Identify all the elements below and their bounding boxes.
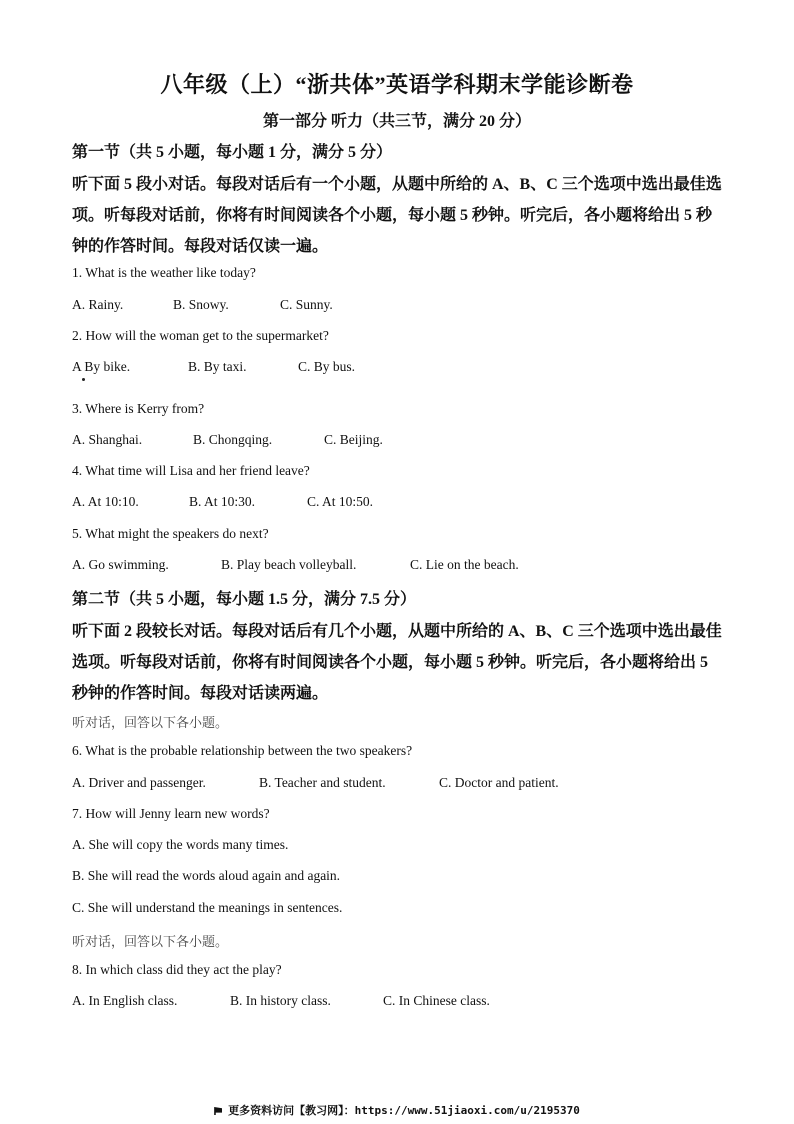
- section1-instr-line: 钟的作答时间。每段对话仅读一遍。: [72, 238, 329, 255]
- section1-heading: 第一节（共 5 小题，每小题 1 分，满分 5 分）: [72, 144, 393, 161]
- option-c: C. At 10:50.: [307, 494, 374, 509]
- question-8: 8. In which class did they act the play?: [72, 962, 282, 977]
- option-a: A. Shanghai.: [72, 432, 143, 447]
- option-b: B. Teacher and student.: [259, 775, 386, 790]
- page-title: 八年级（上）“浙共体”英语学科期末学能诊断卷: [160, 72, 634, 97]
- option-b: B. Play beach volleyball.: [221, 557, 357, 572]
- option-a: A. Rainy.: [72, 297, 124, 312]
- option-b: B. By taxi.: [188, 359, 247, 374]
- option-a: A. She will copy the words many times.: [72, 837, 289, 852]
- option-c: C. She will understand the meanings in sentences.: [72, 900, 343, 915]
- section2-instr-line: 听下面 2 段较长对话。每段对话后有几个小题，从题中所给的 A、B、C 三个选项中选出最佳: [72, 623, 722, 640]
- option-b: B. In history class.: [230, 993, 331, 1008]
- option-b: B. At 10:30.: [189, 494, 256, 509]
- option-a: A. Driver and passenger.: [72, 775, 206, 790]
- option-a: A. In English class.: [72, 993, 178, 1008]
- question-3: 3. Where is Kerry from?: [72, 401, 205, 416]
- section2-heading: 第二节（共 5 小题，每小题 1.5 分，满分 7.5 分）: [72, 591, 417, 608]
- option-a: A. At 10:10.: [72, 494, 139, 509]
- option-b: B. Chongqing.: [193, 432, 273, 447]
- part-subtitle: 第一部分 听力（共三节，满分 20 分）: [262, 113, 531, 130]
- stray-dot-mark: [82, 378, 85, 381]
- question-6: 6. What is the probable relationship between the two speakers?: [72, 743, 413, 758]
- option-c: C. Doctor and patient.: [439, 775, 559, 790]
- listening-note: 听对话，回答以下各小题。: [72, 715, 229, 730]
- listening-note: 听对话，回答以下各小题。: [72, 934, 229, 949]
- option-c: C. In Chinese class.: [383, 993, 490, 1008]
- section1-instr-line: 听下面 5 段小对话。每段对话后有一个小题，从题中所给的 A、B、C 三个选项中选出最佳选: [72, 176, 722, 193]
- option-c: C. By bus.: [298, 359, 356, 374]
- question-2: 2. How will the woman get to the supermarket?: [72, 328, 329, 343]
- question-1: 1. What is the weather like today?: [72, 265, 256, 280]
- footer-link[interactable]: [0, 1102, 794, 1118]
- option-a: A By bike.: [72, 359, 131, 374]
- option-c: C. Lie on the beach.: [410, 557, 519, 572]
- section2-instr-line: 秒钟的作答时间。每段对话读两遍。: [72, 685, 329, 702]
- option-b: B. Snowy.: [173, 297, 229, 312]
- flag-icon: [214, 1107, 222, 1115]
- footer-text[interactable]: 更多资料访问【教习网】：https://www.51jiaoxi.com/u/2195370: [228, 1104, 580, 1117]
- option-c: C. Sunny.: [280, 297, 333, 312]
- question-7: 7. How will Jenny learn new words?: [72, 806, 270, 821]
- section1-instr-line: 项。听每段对话前，你将有时间阅读各个小题，每小题 5 秒钟。听完后，各小题将给出 5 秒: [72, 207, 713, 224]
- question-5: 5. What might the speakers do next?: [72, 526, 269, 541]
- option-c: C. Beijing.: [324, 432, 383, 447]
- question-4: 4. What time will Lisa and her friend leave?: [72, 463, 310, 478]
- option-b: B. She will read the words aloud again and again.: [72, 868, 341, 883]
- section2-instr-line: 选项。听每段对话前，你将有时间阅读各个小题，每小题 5 秒钟。听完后，各小题将给出 5: [72, 654, 709, 671]
- option-a: A. Go swimming.: [72, 557, 169, 572]
